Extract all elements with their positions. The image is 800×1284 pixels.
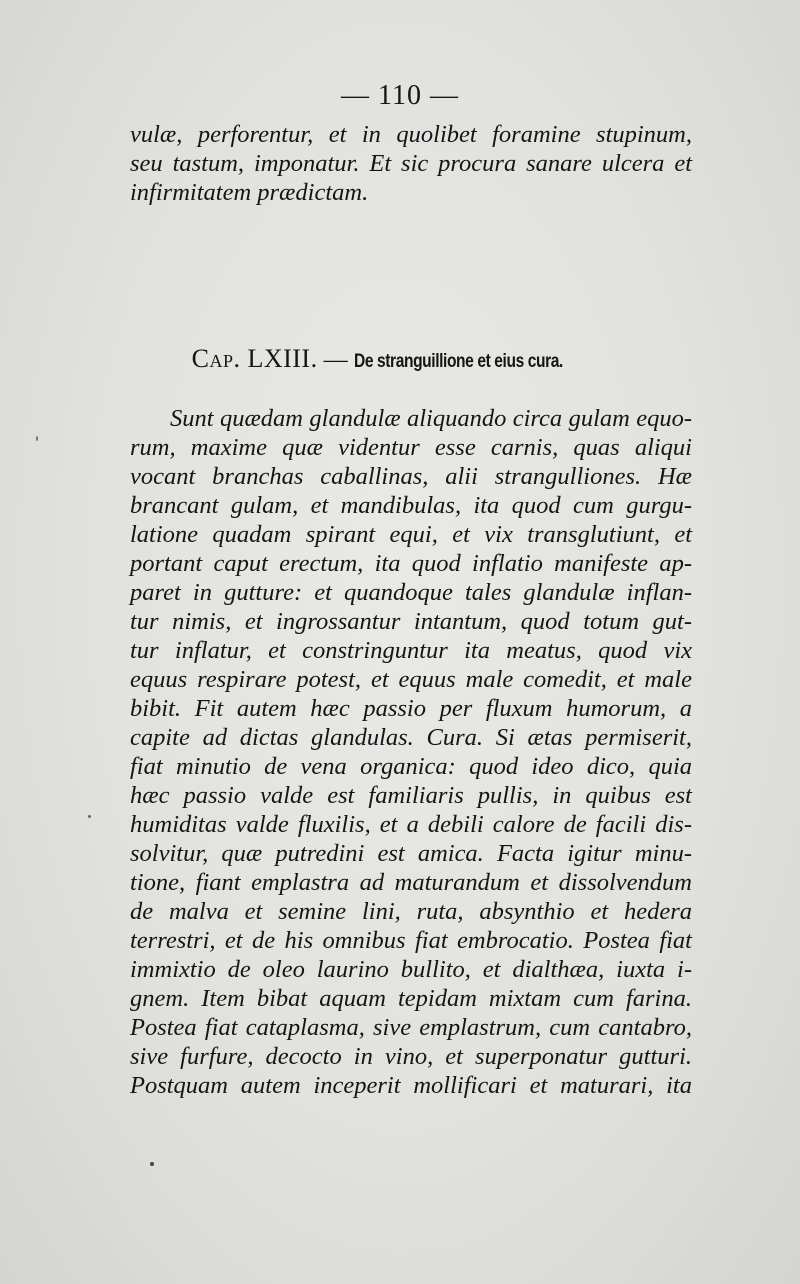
text-line: rum, maxime quæ videntur esse carnis, quas aliqui <box>130 434 692 461</box>
text-line: gnem. Item bibat aquam tepidam mixtam cum farina. <box>130 985 692 1012</box>
text-line: Postea fiat cataplasma, sive emplastrum, cum cantabro, <box>130 1014 692 1041</box>
text-line: seu tastum, imponatur. Et sic procura sanare ulcera et <box>130 150 692 177</box>
text-line: infirmitatem prædictam. <box>130 179 369 206</box>
text-line: Sunt quædam glandulæ aliquando circa gulam equo- <box>170 405 692 432</box>
text-line: humiditas valde fluxilis, et a debili calore de facili dis- <box>130 811 692 838</box>
text-line: paret in gutture: et quandoque tales glandulæ inflan- <box>130 579 692 606</box>
text-line: brancant gulam, et mandibulas, ita quod cum gurgu- <box>130 492 692 519</box>
chapter-title: De stranguillione et eius cura. <box>353 351 563 372</box>
text-line: portant caput erectum, ita quod inflatio manifeste ap- <box>130 550 692 577</box>
paper-speck <box>150 1162 154 1166</box>
chapter-heading <box>0 344 800 374</box>
text-line: de malva et semine lini, ruta, absynthio et hedera <box>130 898 692 925</box>
text-line: equus respirare potest, et equus male comedit, et male <box>130 666 692 693</box>
text-line: Postquam autem inceperit mollificari et maturari, ita <box>130 1072 692 1099</box>
text-line: sive furfure, decocto in vino, et superponatur gutturi. <box>130 1043 692 1070</box>
continuation-paragraph <box>130 120 692 207</box>
text-line: tur nimis, et ingrossantur intantum, quod totum gut- <box>130 608 692 635</box>
text-line: tur inflatur, et constringuntur ita meatus, quod vix <box>130 637 692 664</box>
text-line: fiat minutio de vena organica: quod ideo dico, quia <box>130 753 692 780</box>
text-line: bibit. Fit autem hæc passio per fluxum humorum, a <box>130 695 692 722</box>
chapter-dash: — <box>317 347 354 373</box>
paper-speck <box>36 436 38 441</box>
text-line: tione, fiant emplastra ad maturandum et dissolvendum <box>130 869 692 896</box>
text-line: terrestri, et de his omnibus fiat embrocatio. Postea fiat <box>130 927 692 954</box>
text-line: hæc passio valde est familiaris pullis, in quibus est <box>130 782 692 809</box>
page-number: — 110 — <box>341 80 459 111</box>
text-line: vocant branchas caballinas, alii strangulliones. Hæ <box>130 463 692 490</box>
text-line: immixtio de oleo laurino bullito, et dialthæa, iuxta i- <box>130 956 692 983</box>
chapter-label: Cap. LXIII. <box>191 344 318 373</box>
chapter-body <box>130 404 692 1100</box>
text-line: capite ad dictas glandulas. Cura. Si ætas permiserit, <box>130 724 692 751</box>
text-line: latione quadam spirant equi, et vix transglutiunt, et <box>130 521 692 548</box>
text-line: solvitur, quæ putredini est amica. Facta igitur minu- <box>130 840 692 867</box>
text-line: vulæ, perforentur, et in quolibet foramine stupinum, <box>130 121 692 148</box>
paper-speck <box>88 815 91 818</box>
